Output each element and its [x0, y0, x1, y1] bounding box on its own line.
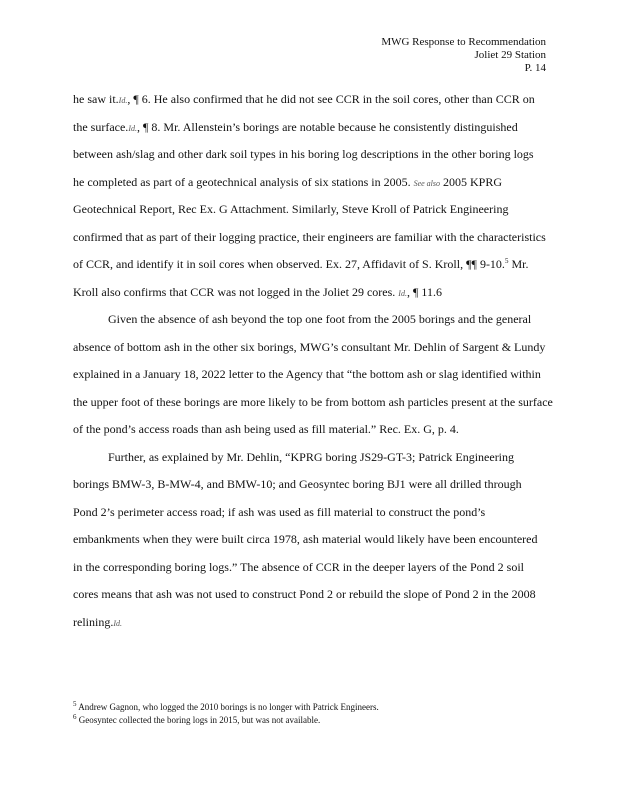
- footnote-ref: 5: [504, 257, 509, 265]
- paragraph-3: [73, 444, 599, 637]
- text-line: relining.Id.: [73, 614, 122, 629]
- text-line: he completed as part of a geotechnical analysis of six stations in 2005. See also 2005 KPRG: [73, 174, 503, 189]
- text-line: confirmed that as part of their logging practice, their engineers are familiar with the characteristics: [73, 229, 546, 244]
- footnote: $^6$ Geosyntec collected the boring logs in 2015, but was not available.: [73, 713, 321, 725]
- document-body: [73, 86, 599, 636]
- text-line: Given the absence of ash beyond the top one foot from the 2005 borings and the general: [108, 312, 532, 326]
- text-line: the upper foot of these borings are more likely to be from bottom ash particles present at the surface: [73, 394, 553, 409]
- header-page-number: P. 14: [524, 62, 546, 74]
- header-station: Joliet 29 Station: [474, 49, 546, 61]
- citation: Id.: [398, 288, 407, 298]
- footnote-number: 6: [73, 713, 77, 721]
- citation: See also: [413, 178, 441, 188]
- text-line: explained in a January 18, 2022 letter to the Agency that “the bottom ash or slag identified within: [73, 367, 541, 381]
- paragraph-2: [73, 306, 599, 444]
- citation: Id.: [128, 123, 137, 133]
- text-line: embankments when they were built circa 1978, ash material would likely have been encountered: [73, 532, 538, 546]
- footnote: $^5$ Andrew Gagnon, who logged the 2010 borings is no longer with Patrick Engineers.: [73, 700, 379, 712]
- text-line: the surface.Id., ¶ 8. Mr. Allenstein’s borings are notable because he consistently distinguished: [73, 119, 518, 134]
- text-line: in the corresponding boring logs.” The absence of CCR in the deeper layers of the Pond 2 soil: [73, 559, 525, 574]
- text-line: absence of bottom ash in the other six borings, MWG’s consultant Mr. Dehlin of Sargent & Lundy: [73, 339, 546, 354]
- header-title: MWG Response to Recommendation: [381, 36, 546, 48]
- paragraph-1: [73, 86, 599, 306]
- text-line: Pond 2’s perimeter access road; if ash was used as fill material to construct the pond’s: [73, 504, 486, 519]
- text-line: Further, as explained by Mr. Dehlin, “KPRG boring JS29-GT-3; Patrick Engineering: [108, 449, 515, 464]
- text-line: of the pond’s access roads than ash being used as fill material.” Rec. Ex. G, p. 4.: [73, 422, 459, 436]
- text-line: cores means that ash was not used to construct Pond 2 or rebuild the slope of Pond 2 in the 2008: [73, 587, 536, 601]
- text-line: he saw it.Id., ¶ 6. He also confirmed that he did not see CCR in the soil cores, other than CCR on: [73, 92, 535, 106]
- footnotes: [73, 701, 593, 727]
- page-header: [381, 36, 546, 75]
- text-line: Geotechnical Report, Rec Ex. G Attachment. Similarly, Steve Kroll of Patrick Engineering: [73, 202, 509, 216]
- footnote-number: 5: [73, 700, 77, 708]
- citation: Id.: [113, 618, 122, 628]
- text-line: borings BMW-3, B-MW-4, and BMW-10; and Geosyntec boring BJ1 were all drilled through: [73, 477, 522, 491]
- citation: Id.: [118, 96, 128, 105]
- text-line: of CCR, and identify it in soil cores when observed. Ex. 27, Affidavit of S. Kroll, ¶¶ 9-10.$^5$ Mr.: [73, 257, 529, 271]
- text-line: Kroll also confirms that CCR was not logged in the Joliet 29 cores. Id., ¶ 11.6: [73, 284, 442, 299]
- text-line: between ash/slag and other dark soil types in his boring log descriptions in the other boring logs: [73, 147, 534, 161]
